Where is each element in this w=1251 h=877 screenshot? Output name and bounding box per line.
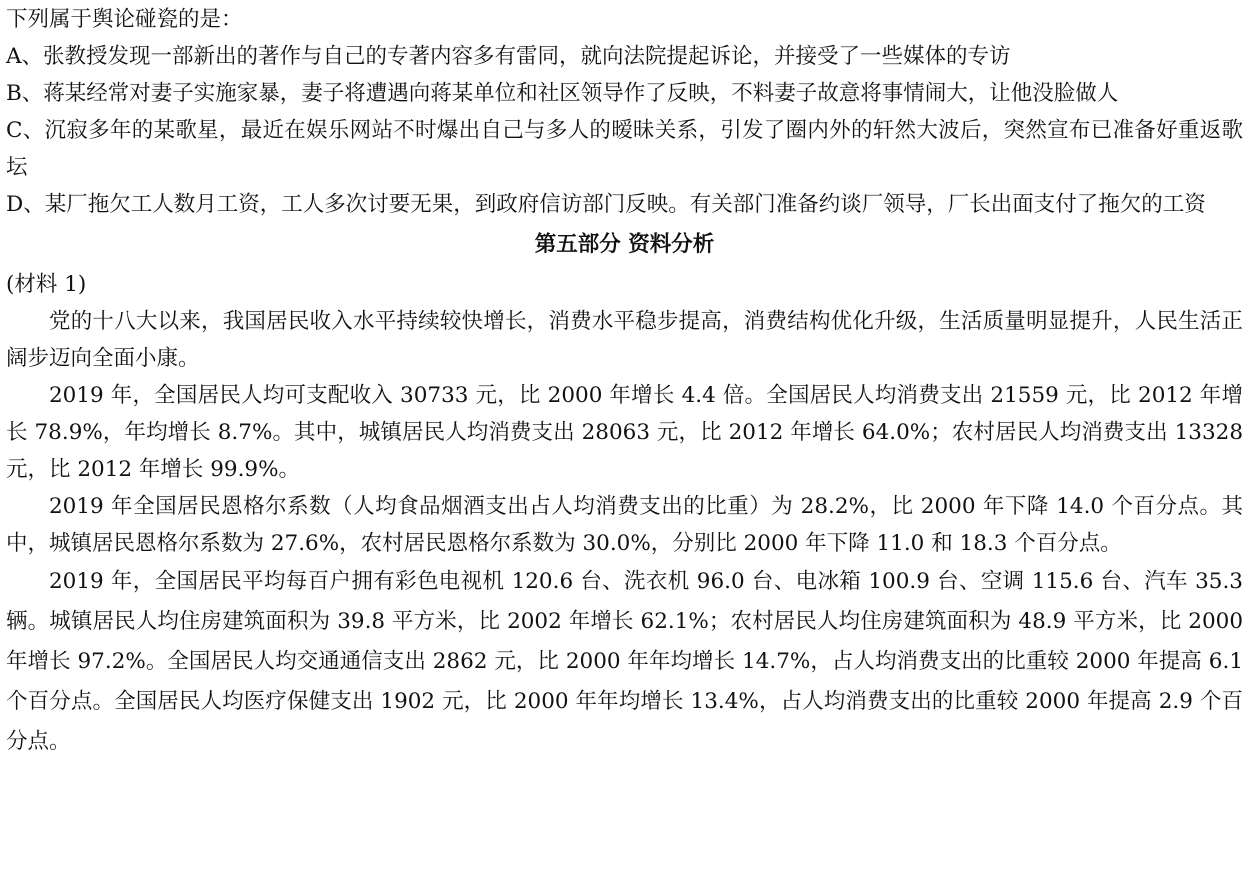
option-c: C、沉寂多年的某歌星，最近在娱乐网站不时爆出自己与多人的暧昧关系，引发了圈内外的轩然大波后，突然宣布已准备好重返歌坛 [6,118,1243,180]
paragraph-4: 2019 年，全国居民平均每百户拥有彩色电视机 120.6 台、洗衣机 96.0 台、电冰箱 100.9 台、空调 115.6 台、汽车 35.3 辆。城镇居民人均住房建筑面积为 39.8 平方米，比 2002 年增长 62.1%；农村居民人均住房建筑面积为 48.9 平方米，比 2000 年增长 97.2%。全国居民人均交通通信支出 2862 元，比 2000 年年均增长 14.7%，占人均消费支出的比重较 2000 年提高 6.1 个百分点。全国居民人均医疗保健支出 1902 元，比 2000 年年均增长 13.4%，占人均消费支出的比重较 2000 年提高 2.9 个百分点。 [6,569,1243,754]
material-label: (材料 1) [6,272,87,297]
question-stem: 下列属于舆论碰瓷的是： [6,7,243,32]
option-b: B、蒋某经常对妻子实施家暴，妻子将遭遇向蒋某单位和社区领导作了反映，不料妻子故意将事情闹大，让他没脸做人 [6,81,1119,106]
paragraph-1: 党的十八大以来，我国居民收入水平持续较快增长，消费水平稳步提高，消费结构优化升级，生活质量明显提升，人民生活正阔步迈向全面小康。 [6,309,1243,371]
section-title: 第五部分 资料分析 [534,232,715,257]
option-a: A、张教授发现一部新出的著作与自己的专著内容多有雷同，就向法院提起诉论，并接受了一些媒体的专访 [6,44,1011,69]
option-d: D、某厂拖欠工人数月工资，工人多次讨要无果，到政府信访部门反映。有关部门准备约谈厂领导，厂长出面支付了拖欠的工资 [6,192,1206,217]
paragraph-3: 2019 年全国居民恩格尔系数（人均食品烟酒支出占人均消费支出的比重）为 28.2%，比 2000 年下降 14.0 个百分点。其中，城镇居民恩格尔系数为 27.6%，农村居民恩格尔系数为 30.0%，分别比 2000 年下降 11.0 和 18.3 个百分点。 [6,494,1243,556]
paragraph-2: 2019 年，全国居民人均可支配收入 30733 元，比 2000 年增长 4.4 倍。全国居民人均消费支出 21559 元，比 2012 年增长 78.9%，年均增长 8.7%。其中，城镇居民人均消费支出 28063 元，比 2012 年增长 64.0%；农村居民人均消费支出 13328 元，比 2012 年增长 99.9%。 [6,383,1243,482]
